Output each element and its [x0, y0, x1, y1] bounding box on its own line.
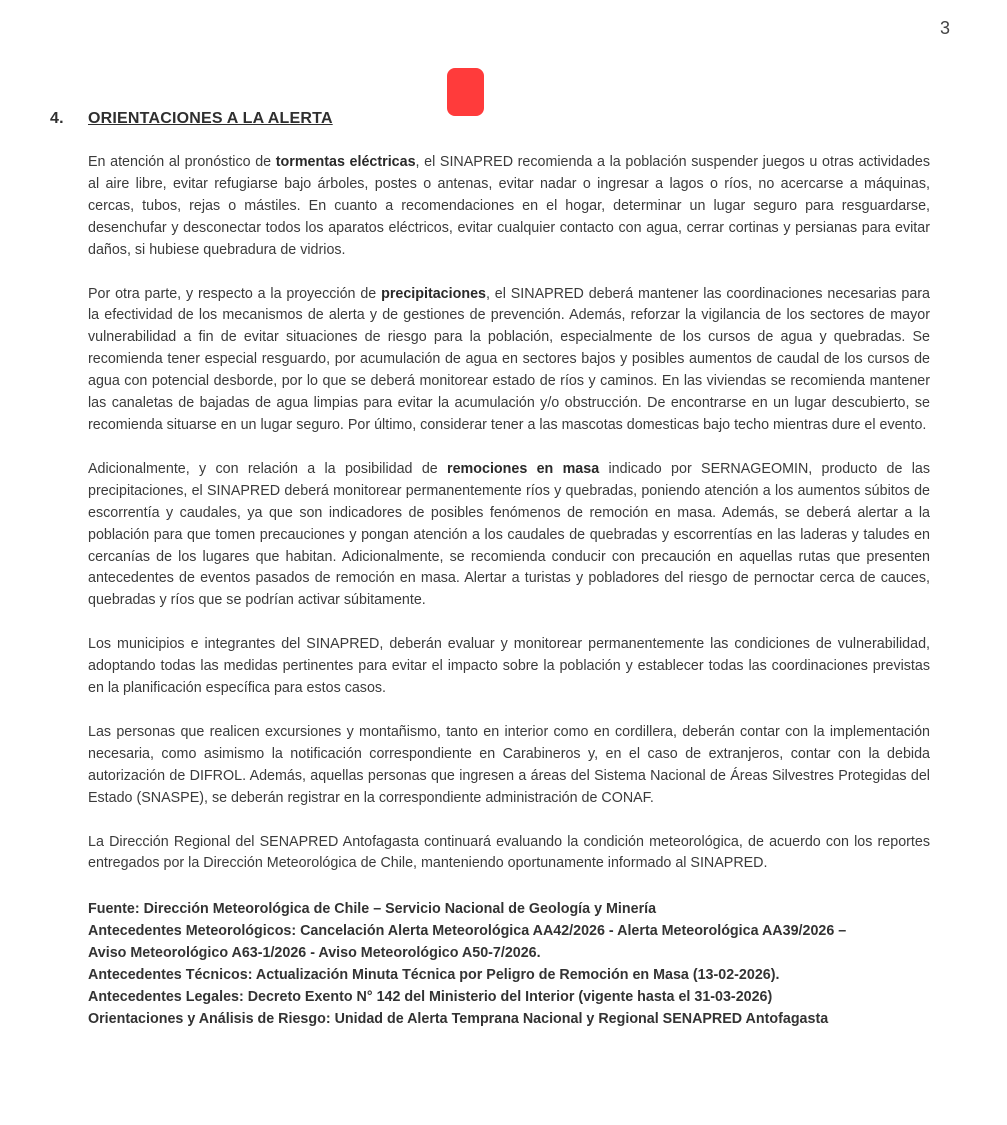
- paragraph-municipalities: [88, 634, 930, 700]
- paragraph-mass-removal: [88, 459, 930, 612]
- paragraph-text: , el SINAPRED recomienda a la población suspender juegos u otras actividades al aire libre, evitar refugiarse bajo árboles, postes o antenas, evitar nadar o ingresar a lagos o ríos, no acercarse a máquinas, cercas, tubos, rejas o mástiles. En cuanto a recomendaciones en el hogar, determinar un lugar seguro para resguardarse, desenchufar y desconectar todos los aparatos eléctricos, evitar cualquier contacto con agua, cerrar cortinas y persianas para evitar daños, si hubiese quebradura de vidrios.: [88, 154, 930, 258]
- section-number: 4.: [50, 110, 64, 127]
- paragraph-text: Adicionalmente, y con relación a la posibilidad de: [88, 460, 448, 477]
- page-number: 3: [940, 18, 951, 38]
- paragraph-excursions: [88, 722, 930, 810]
- paragraph-precipitation: [88, 284, 930, 437]
- section-heading: [50, 110, 333, 128]
- paragraph-text: indicado por SERNAGEOMIN, producto de las precipitaciones, el SINAPRED deberá monitorear permanentemente ríos y quebradas, poniendo atención a los aumentos súbitos de escorrentía y caudales, ya que son indicadores de posibles fenómenos de remoción en masa. Además, se deberá alertar a la población para que tomen precauciones y pongan atención a los caudales de quebradas y escorrentías en las laderas y taludes en cercanías de los lugares que habitan. Adicionalmente, se recomienda conducir con precaución en aquellas rutas que presenten antecedentes de eventos pasados de remoción en masa. Alertar a turistas y pobladores del riesgo de pernoctar cerca de cauces, quebradas y ríos que se podrían activar súbitamente.: [88, 460, 930, 609]
- source-line: Antecedentes Técnicos: Actualización Minuta Técnica por Peligro de Remoción en Masa (13-02-2026).: [88, 967, 780, 984]
- paragraph-text: Los municipios e integrantes del SINAPRED, deberán evaluar y monitorear permanentemente las condiciones de vulnerabilidad, adoptando todas las medidas pertinentes para evitar el impacto sobre la población y establecer todas las coordinaciones previstas en la planificación específica para estos casos.: [88, 636, 930, 697]
- paragraph-keyword: precipitaciones: [381, 285, 486, 302]
- source-line: Fuente: Dirección Meteorológica de Chile – Servicio Nacional de Geología y Minería: [88, 901, 657, 918]
- paragraph-text: En atención al pronóstico de: [88, 154, 276, 170]
- paragraph-text: Las personas que realicen excursiones y montañismo, tanto en interior como en cordillera, deberán contar con la implementación necesaria, como asimismo la notificación correspondiente en Carabineros y, en el caso de extranjeros, contar con la debida autorización de DIFROL. Además, aquellas personas que ingresen a áreas del Sistema Nacional de Áreas Silvestres Protegidas del Estado (SNASPE), se deberán registrar en la correspondiente administración de CONAF.: [88, 723, 930, 806]
- source-line: Aviso Meteorológico A63-1/2026 - Aviso Meteorológico A50-7/2026.: [88, 945, 541, 962]
- red-marker: [447, 68, 484, 116]
- paragraph-keyword: remociones en masa: [447, 460, 600, 477]
- paragraph-text: La Dirección Regional del SENAPRED Antofagasta continuará evaluando la condición meteorológica, de acuerdo con los reportes entregados por la Dirección Meteorológica de Chile, manteniendo oportunamente informado al SINAPRED.: [88, 833, 930, 872]
- source-line: Antecedentes Legales: Decreto Exento N° 142 del Ministerio del Interior (vigente hasta el 31-03-2026): [88, 989, 773, 1005]
- paragraph-text: Por otra parte, y respecto a la proyección de: [88, 285, 382, 302]
- paragraph-text: , el SINAPRED deberá mantener las coordinaciones necesarias para la efectividad de los mecanismos de alerta y de gestiones de prevención. Además, reforzar la vigilancia de los sectores de mayor vulnerabilidad a fin de evitar situaciones de riesgo para la población, especialmente de los cursos de agua y quebradas. Se recomienda tener especial resguardo, por acumulación de agua en sectores bajos y posibles aumentos de caudal de los cursos de agua con potencial desborde, por lo que se deberá monitorear estado de ríos y caminos. En las viviendas se recomienda mantener las canaletas de bajadas de agua limpias para evitar la acumulación y/o obstrucción. De encontrarse en un lugar descubierto, se recomienda situarse en un lugar seguro. Por último, considerar tener a las mascotas domesticas bajo techo mientras dure el evento.: [88, 285, 930, 433]
- source-line: Antecedentes Meteorológicos: Cancelación Alerta Meteorológica AA42/2026 - Alerta Meteorológica AA39/2026 –: [88, 923, 847, 940]
- paragraph-regional-direction: [88, 832, 930, 876]
- sources-block: [88, 899, 930, 1030]
- paragraph-thunderstorms: [88, 152, 930, 262]
- content-body: [88, 152, 930, 1031]
- section-title: ORIENTACIONES A LA ALERTA: [88, 110, 333, 127]
- paragraph-keyword: tormentas eléctricas: [275, 154, 416, 170]
- source-line: Orientaciones y Análisis de Riesgo: Unidad de Alerta Temprana Nacional y Regional SENAPRED Antofagasta: [88, 1010, 829, 1027]
